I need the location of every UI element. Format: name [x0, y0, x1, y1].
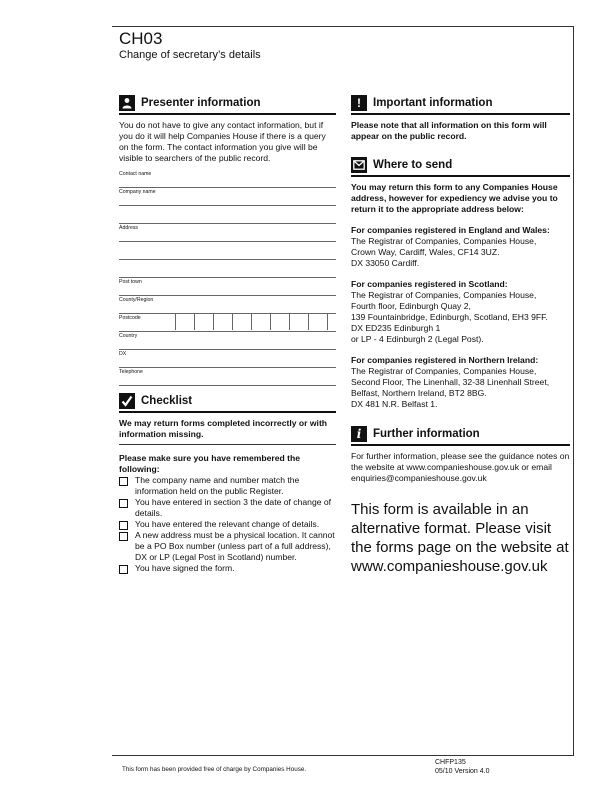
address-line: or LP - 4 Edinburgh 2 (Legal Post). [351, 334, 484, 344]
presenter-title: Presenter information [141, 97, 261, 109]
contact-name-label: Contact name [119, 171, 152, 177]
address-field-line3[interactable] [119, 260, 336, 278]
presenter-section-header [119, 93, 336, 115]
alt-format-notice: This form is available in an alternative format. Please visit the forms page on the website at www.companieshouse.gov.uk [351, 501, 569, 575]
form-code: CH03 [119, 29, 163, 48]
northern-ireland-heading: For companies registered in Northern Ireland: [351, 355, 539, 365]
checkbox[interactable] [119, 521, 128, 530]
checklist-title: Checklist [141, 395, 193, 407]
checklist-warning: We may return forms completed incorrectly or with information missing. [119, 418, 336, 445]
postcode-box[interactable] [175, 314, 195, 330]
postcode-box[interactable] [271, 314, 290, 330]
address-line: The Registrar of Companies, Companies House, [351, 366, 537, 376]
person-icon [119, 95, 135, 111]
checklist-item-text: You have entered the relevant change of details. [135, 519, 320, 529]
scotland-address [351, 279, 570, 345]
checklist-items [119, 475, 336, 574]
postcode-box[interactable] [214, 314, 233, 330]
postcode-box[interactable] [252, 314, 271, 330]
address-line: Fourth floor, Edinburgh Quay 2, [351, 301, 471, 311]
country-field[interactable] [119, 332, 336, 350]
address-line: Second Floor, The Linenhall, 32-38 Linenhall Street, [351, 377, 550, 387]
country-label: Country [119, 333, 138, 339]
footer-form-code: CHFP135 [435, 759, 466, 766]
form-title: Change of secretary’s details [119, 49, 261, 61]
address-line: 139 Fountainbridge, Edinburgh, Scotland, EH3 9FF. [351, 312, 548, 322]
checklist-intro: Please make sure you have remembered the following: [119, 453, 301, 474]
postcode-box[interactable] [233, 314, 252, 330]
where-to-send-section-header [351, 155, 570, 177]
checkmark-icon [119, 393, 135, 409]
scotland-heading: For companies registered in Scotland: [351, 279, 508, 289]
postcode-label: Postcode [119, 315, 141, 321]
important-text: Please note that all information on this form will appear on the public record. [351, 120, 547, 141]
address-field[interactable] [119, 224, 336, 242]
england-wales-heading: For companies registered in England and Wales: [351, 225, 550, 235]
address-field-line2[interactable] [119, 242, 336, 260]
where-to-send-intro: You may return this form to any Companies House address, however for expediency we advise you to return it to the appropriate address below: [351, 182, 558, 214]
checklist-item-text: The company name and number match the information held on the public Register. [135, 475, 300, 496]
company-name-label: Company name [119, 189, 156, 195]
checklist-item [119, 519, 336, 530]
company-name-field[interactable] [119, 188, 336, 206]
postcode-box[interactable] [290, 314, 309, 330]
address-label: Address [119, 225, 139, 231]
right-rule [573, 26, 574, 756]
address-line: The Registrar of Companies, Companies House, [351, 290, 537, 300]
county-region-label: County/Region [119, 297, 154, 303]
checkbox[interactable] [119, 499, 128, 508]
address-line: DX 481 N.R. Belfast 1. [351, 399, 438, 409]
further-info-section-header [351, 424, 570, 446]
presenter-intro: You do not have to give any contact information, but if you do it will help Companies House if there is a query on the form. The contact information you give will be visible to searchers of the public record. [119, 120, 326, 163]
address-line: DX 33050 Cardiff. [351, 258, 420, 268]
info-icon: i [351, 426, 367, 442]
where-to-send-title: Where to send [373, 159, 453, 171]
checkbox[interactable] [119, 565, 128, 574]
footer-code-block [435, 758, 490, 776]
checklist-item [119, 497, 336, 519]
bottom-rule [112, 755, 574, 756]
right-column [351, 93, 570, 576]
important-section-header [351, 93, 570, 115]
telephone-label: Telephone [119, 369, 143, 375]
checklist-item-text: You have entered in section 3 the date of change of details. [135, 497, 332, 518]
checklist-item [119, 530, 336, 563]
address-line: DX ED235 Edinburgh 1 [351, 323, 441, 333]
checkbox[interactable] [119, 532, 128, 541]
exclamation-icon: ! [351, 95, 367, 111]
footer-version: 05/10 Version 4.0 [435, 768, 490, 775]
checkbox[interactable] [119, 477, 128, 486]
checklist-item [119, 475, 336, 497]
checklist-section-header [119, 391, 336, 413]
postcode-box[interactable] [195, 314, 214, 330]
envelope-icon [351, 157, 367, 173]
address-line: Crown Way, Cardiff, Wales, CF14 3UZ. [351, 247, 500, 257]
contact-name-field[interactable] [119, 170, 336, 188]
post-town-label: Post town [119, 279, 142, 285]
county-region-field[interactable] [119, 296, 336, 314]
top-rule [112, 26, 574, 27]
further-info-text: For further information, please see the guidance notes on the website at www.companieshouse.gov.uk or email enquiries@companieshouse.gov.uk [351, 451, 570, 483]
footer-note: This form has been provided free of charge by Companies House. [122, 766, 307, 773]
england-wales-address [351, 225, 570, 269]
postcode-field[interactable] [119, 314, 336, 332]
postcode-boxes [175, 314, 328, 331]
northern-ireland-address [351, 355, 570, 410]
address-line: Belfast, Northern Ireland, BT2 8BG. [351, 388, 487, 398]
presenter-fields [119, 170, 336, 386]
telephone-field[interactable] [119, 368, 336, 386]
address-line: The Registrar of Companies, Companies House, [351, 236, 537, 246]
checklist-item-text: You have signed the form. [135, 563, 235, 573]
post-town-field[interactable] [119, 278, 336, 296]
postcode-box[interactable] [309, 314, 328, 330]
checklist-item [119, 563, 336, 574]
company-name-field-line2[interactable] [119, 206, 336, 224]
further-info-title: Further information [373, 428, 480, 440]
left-column [119, 93, 336, 574]
dx-field[interactable] [119, 350, 336, 368]
checklist-item-text: A new address must be a physical location. It cannot be a PO Box number (unless part of a full address), DX or LP (Legal Post in Scotland) number. [135, 530, 335, 562]
dx-label: DX [119, 351, 127, 357]
important-title: Important information [373, 97, 493, 109]
